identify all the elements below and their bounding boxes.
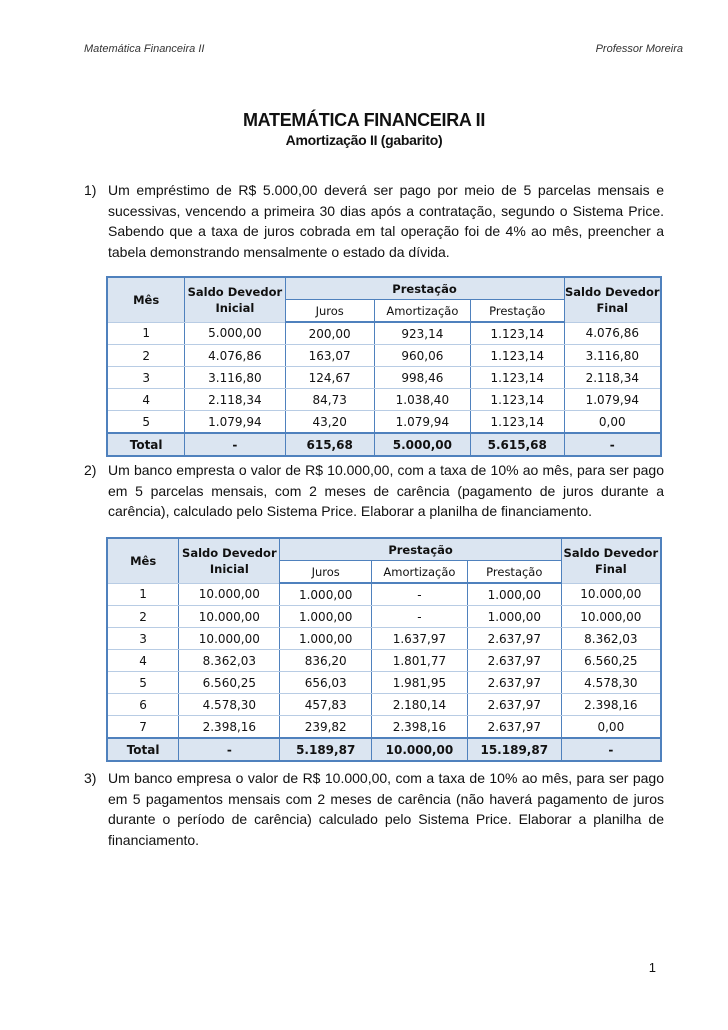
col-saldo-final-line2: Final (595, 561, 627, 576)
total-cell: - (561, 738, 661, 761)
table-cell: 163,07 (285, 345, 374, 367)
table-cell: 6.560,25 (561, 650, 661, 672)
table-cell: 0,00 (564, 411, 661, 434)
table-cell: 4.578,30 (179, 694, 280, 716)
table-row (107, 606, 661, 628)
col-saldo-inicial (185, 277, 285, 322)
table-row (107, 583, 661, 606)
title-subtitle: Amortização II (gabarito) (285, 132, 443, 148)
table-cell: 239,82 (280, 716, 372, 739)
amortization-table-1 (106, 276, 662, 457)
col-prestacao-group: Prestação (280, 538, 561, 561)
table-cell: 1.000,00 (467, 583, 561, 606)
total-cell: 5.189,87 (280, 738, 372, 761)
table-row (107, 322, 661, 345)
table-cell: 1.000,00 (280, 628, 372, 650)
table-cell: 4.578,30 (561, 672, 661, 694)
question-text: Um empréstimo de R$ 5.000,00 deverá ser pago por meio de 5 parcelas mensais e sucessivas, vencendo a primeira 30 dias após a contratação, segundo o Sistema Price. Sabendo que a taxa de juros cobrada em tal operação foi de 4% ao mês, preencher a tabela demonstrando mensalmente o estado da dívida. (108, 182, 664, 260)
total-cell: 10.000,00 (371, 738, 467, 761)
col-juros: Juros (280, 561, 372, 584)
table-cell: 1.000,00 (280, 606, 372, 628)
table-cell: 5.000,00 (185, 322, 285, 345)
table-cell: 4.076,86 (185, 345, 285, 367)
table-row (107, 411, 661, 434)
table-cell: 1.123,14 (470, 345, 564, 367)
col-saldo-inicial-line1: Saldo Devedor (187, 284, 283, 299)
table-cell: 200,00 (285, 322, 374, 345)
table-cell: 1.079,94 (374, 411, 470, 434)
total-row (107, 738, 661, 761)
table-row (107, 628, 661, 650)
question-2 (84, 460, 664, 522)
table-cell: 923,14 (374, 322, 470, 345)
table-cell: 10.000,00 (179, 606, 280, 628)
table-cell: 2 (107, 345, 185, 367)
table-cell: 3 (107, 367, 185, 389)
question-number: 1) (84, 182, 97, 198)
col-prestacao: Prestação (470, 300, 564, 323)
table-cell: 0,00 (561, 716, 661, 739)
question-3 (84, 768, 664, 850)
table-cell: 5 (107, 411, 185, 434)
table-cell: - (371, 606, 467, 628)
table-cell: 4.076,86 (564, 322, 661, 345)
col-saldo-inicial-line2: Inicial (215, 300, 255, 315)
table-row (107, 716, 661, 739)
table-cell: 8.362,03 (561, 628, 661, 650)
table-cell: 1 (107, 583, 179, 606)
col-saldo-final (561, 538, 661, 583)
table-cell: 1.000,00 (280, 583, 372, 606)
table-cell: 6.560,25 (179, 672, 280, 694)
total-cell: Total (107, 433, 185, 456)
table-cell: 2 (107, 606, 179, 628)
table-row (107, 672, 661, 694)
total-cell: 5.000,00 (374, 433, 470, 456)
total-cell: Total (107, 738, 179, 761)
table-cell: 998,46 (374, 367, 470, 389)
table-cell: 2.637,97 (467, 672, 561, 694)
table-cell: 2.637,97 (467, 628, 561, 650)
table-cell: 2.118,34 (185, 389, 285, 411)
question-text: Um banco empresa o valor de R$ 10.000,00, com a taxa de 10% ao mês, para ser pago em 5 pagamentos mensais com 2 meses de carência (não haverá pagamento de juros durante o período de carência) calculado pelo Sistema Price. Elaborar a planilha de financiamento. (108, 770, 664, 848)
col-mes: Mês (107, 277, 185, 322)
table-cell: 84,73 (285, 389, 374, 411)
table-cell: 1.801,77 (371, 650, 467, 672)
table-cell: 2.637,97 (467, 650, 561, 672)
total-cell: 615,68 (285, 433, 374, 456)
col-saldo-inicial (179, 538, 280, 583)
col-amortizacao: Amortização (374, 300, 470, 323)
table-cell: 1.123,14 (470, 322, 564, 345)
question-1 (84, 180, 664, 262)
table-cell: 1.981,95 (371, 672, 467, 694)
question-number: 2) (84, 462, 97, 478)
table-cell: - (371, 583, 467, 606)
table-cell: 8.362,03 (179, 650, 280, 672)
table-row (107, 694, 661, 716)
table-cell: 2.637,97 (467, 694, 561, 716)
table-cell: 2.180,14 (371, 694, 467, 716)
total-row (107, 433, 661, 456)
table-cell: 6 (107, 694, 179, 716)
col-saldo-inicial-line1: Saldo Devedor (182, 545, 277, 560)
table-row (107, 367, 661, 389)
table-cell: 4 (107, 389, 185, 411)
table-cell: 457,83 (280, 694, 372, 716)
col-juros: Juros (285, 300, 374, 323)
table-cell: 1 (107, 322, 185, 345)
col-saldo-final-line1: Saldo Devedor (563, 545, 659, 560)
total-cell: 15.189,87 (467, 738, 561, 761)
col-prestacao: Prestação (467, 561, 561, 584)
total-cell: - (185, 433, 285, 456)
question-text: Um banco empresta o valor de R$ 10.000,00, com a taxa de 10% ao mês, para ser pago em 5 parcelas mensais, com 2 meses de carência (pagamento de juros durante a carência), calculado pelo Sistema Price. Elaborar a planilha de financiamento. (108, 462, 664, 519)
table-cell: 1.000,00 (467, 606, 561, 628)
table-cell: 2.398,16 (371, 716, 467, 739)
table-cell: 656,03 (280, 672, 372, 694)
col-saldo-inicial-line2: Inicial (209, 561, 249, 576)
table-cell: 1.637,97 (371, 628, 467, 650)
table-cell: 7 (107, 716, 179, 739)
page-number: 1 (648, 960, 656, 975)
table-cell: 10.000,00 (561, 606, 661, 628)
table-cell: 3.116,80 (564, 345, 661, 367)
total-cell: 5.615,68 (470, 433, 564, 456)
col-saldo-final (564, 277, 661, 322)
col-saldo-final-line2: Final (596, 300, 629, 315)
table-cell: 5 (107, 672, 179, 694)
table-cell: 1.079,94 (564, 389, 661, 411)
table-cell: 3 (107, 628, 179, 650)
table-row (107, 650, 661, 672)
table-cell: 2.398,16 (179, 716, 280, 739)
table-cell: 2.637,97 (467, 716, 561, 739)
table-cell: 1.038,40 (374, 389, 470, 411)
table-cell: 1.123,14 (470, 367, 564, 389)
table-row (107, 389, 661, 411)
table-cell: 1.079,94 (185, 411, 285, 434)
table-cell: 10.000,00 (179, 583, 280, 606)
title-main: MATEMÁTICA FINANCEIRA II (242, 110, 486, 130)
col-amortizacao: Amortização (371, 561, 467, 584)
table-row (107, 345, 661, 367)
table-cell: 10.000,00 (179, 628, 280, 650)
table-cell: 836,20 (280, 650, 372, 672)
table-cell: 2.118,34 (564, 367, 661, 389)
table-cell: 124,67 (285, 367, 374, 389)
page-title (0, 110, 728, 148)
table-cell: 1.123,14 (470, 389, 564, 411)
amortization-table-2 (106, 537, 662, 762)
col-saldo-final-line1: Saldo Devedor (565, 284, 660, 299)
table-cell: 3.116,80 (185, 367, 285, 389)
table-cell: 4 (107, 650, 179, 672)
col-prestacao-group: Prestação (285, 277, 564, 300)
running-header-left: Matemática Financeira II (84, 43, 205, 55)
running-header-right: Professor Moreira (595, 43, 683, 55)
total-cell: - (179, 738, 280, 761)
total-cell: - (564, 433, 661, 456)
table-cell: 960,06 (374, 345, 470, 367)
table-cell: 43,20 (285, 411, 374, 434)
table-cell: 10.000,00 (561, 583, 661, 606)
question-number: 3) (84, 770, 97, 786)
table-cell: 1.123,14 (470, 411, 564, 434)
table-cell: 2.398,16 (561, 694, 661, 716)
col-mes: Mês (107, 538, 179, 583)
